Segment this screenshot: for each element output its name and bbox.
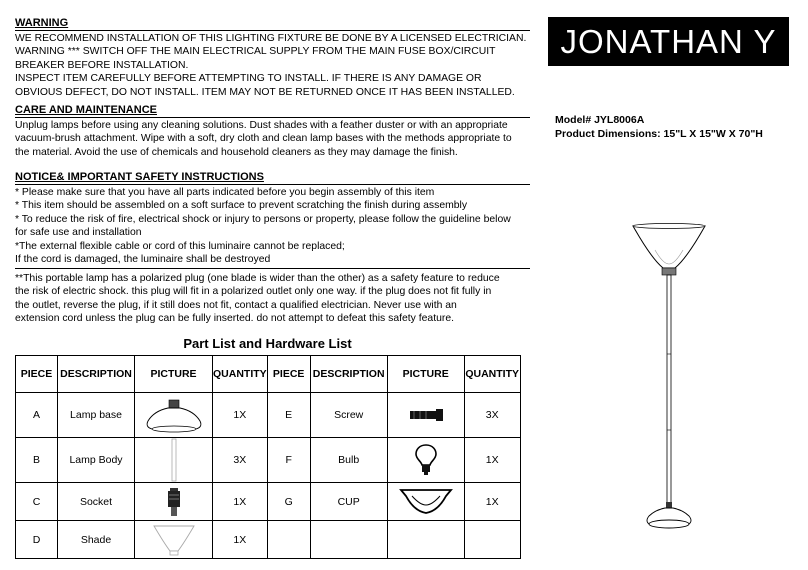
product-info xyxy=(555,113,763,141)
header-description: DESCRIPTION xyxy=(310,356,387,393)
picture-cell xyxy=(387,393,464,438)
lamp-base-icon xyxy=(142,397,206,433)
care-line: the material. Avoid the use of chemicals and household cleaners as they may damage the finish. xyxy=(15,146,458,158)
lamp-body-icon xyxy=(169,438,179,482)
shade-icon xyxy=(152,523,196,557)
care-line: vacuum-brush attachment. Wipe with a soft, dry cloth and clean lamp bases with the methods appropriate to xyxy=(15,133,512,145)
header-quantity: QUANTITY xyxy=(213,356,268,393)
product-dimensions: Product Dimensions: 15"L X 15"W X 70"H xyxy=(555,128,763,140)
piece-cell: E xyxy=(267,393,310,438)
picture-cell xyxy=(135,483,213,521)
quantity-cell: 1X xyxy=(464,438,520,483)
warning-line: BREAKER BEFORE INSTALLATION. xyxy=(15,59,189,71)
floor-lamp-icon xyxy=(625,218,715,538)
quantity-cell: 1X xyxy=(213,521,268,559)
divider xyxy=(15,268,530,269)
notice-line: * Please make sure that you have all parts indicated before you begin assembly of this item xyxy=(15,187,435,198)
notice-line: * This item should be assembled on a soft surface to prevent scratching the finish during assembly xyxy=(15,200,468,212)
quantity-cell: 1X xyxy=(464,483,520,521)
parts-table xyxy=(15,355,521,559)
warning-line: WARNING *** SWITCH OFF THE MAIN ELECTRICAL SUPPLY FROM THE MAIN FUSE BOX/CIRCUIT xyxy=(15,46,496,58)
description-cell: Screw xyxy=(310,393,387,438)
piece-cell xyxy=(267,521,310,559)
quantity-cell: 3X xyxy=(213,438,268,483)
warning-line: OBVIOUS DEFECT, DO NOT INSTALL. ITEM MAY NOT BE RETURNED ONCE IT HAS BEEN INSTALLED. xyxy=(15,86,515,98)
piece-cell: A xyxy=(16,393,58,438)
picture-cell xyxy=(135,521,213,559)
header-piece: PIECE xyxy=(16,356,58,393)
quantity-cell: 1X xyxy=(213,483,268,521)
bulb-icon xyxy=(414,443,438,477)
description-cell: Socket xyxy=(58,483,135,521)
picture-cell xyxy=(387,521,464,559)
warning-title: WARNING xyxy=(15,17,69,29)
header-piece: PIECE xyxy=(267,356,310,393)
header-picture: PICTURE xyxy=(135,356,213,393)
table-header-row xyxy=(16,356,521,393)
notice-line: for safe use and installation xyxy=(15,227,142,239)
notice-line: If the cord is damaged, the luminaire shall be destroyed xyxy=(15,254,271,266)
table-row xyxy=(16,438,521,483)
notice-line: *The external flexible cable or cord of this luminaire cannot be replaced; xyxy=(15,240,345,252)
plug-text xyxy=(15,272,500,326)
table-row xyxy=(16,483,521,521)
plug-line: the outlet, reverse the plug, if it still does not fit, contact a qualified electrician. Never use with an xyxy=(15,299,457,311)
description-cell xyxy=(310,521,387,559)
warning-text xyxy=(15,32,526,99)
warning-line: WE RECOMMEND INSTALLATION OF THIS LIGHTING FIXTURE BE DONE BY A LICENSED ELECTRICIAN. xyxy=(15,33,527,44)
plug-line: **This portable lamp has a polarized plug (one blade is wider than the other) as a safety feature to reduce xyxy=(15,273,500,284)
table-row xyxy=(16,393,521,438)
plug-line: the risk of electric shock. this plug will fit in a polarized outlet only one way. if the plug does not fit fully in xyxy=(15,286,492,298)
picture-cell xyxy=(387,438,464,483)
description-cell: Lamp Body xyxy=(58,438,135,483)
piece-cell: D xyxy=(16,521,58,559)
notice-text xyxy=(15,186,511,266)
table-row xyxy=(16,521,521,559)
screw-icon xyxy=(404,408,448,422)
picture-cell xyxy=(387,483,464,521)
header-description: DESCRIPTION xyxy=(58,356,135,393)
description-cell: Shade xyxy=(58,521,135,559)
piece-cell: G xyxy=(267,483,310,521)
header-quantity: QUANTITY xyxy=(464,356,520,393)
divider xyxy=(15,30,530,31)
piece-cell: C xyxy=(16,483,58,521)
piece-cell: B xyxy=(16,438,58,483)
description-cell: CUP xyxy=(310,483,387,521)
picture-cell xyxy=(135,438,213,483)
picture-cell xyxy=(135,393,213,438)
care-line: Unplug lamps before using any cleaning solutions. Dust shades with a feather duster or with an appropriate xyxy=(15,120,508,131)
warning-line: INSPECT ITEM CAREFULLY BEFORE ATTEMPTING TO INSTALL. IF THERE IS ANY DAMAGE OR xyxy=(15,73,482,85)
brand-logo: JONATHAN Y xyxy=(548,17,789,66)
notice-title: NOTICE& IMPORTANT SAFETY INSTRUCTIONS xyxy=(15,171,264,183)
care-title: CARE AND MAINTENANCE xyxy=(15,104,157,116)
header-picture: PICTURE xyxy=(387,356,464,393)
model-number: Model# JYL8006A xyxy=(555,114,645,126)
cup-icon xyxy=(398,487,454,517)
quantity-cell xyxy=(464,521,520,559)
piece-cell: F xyxy=(267,438,310,483)
care-text xyxy=(15,119,512,159)
divider xyxy=(15,184,530,185)
description-cell: Lamp base xyxy=(58,393,135,438)
divider xyxy=(15,117,530,118)
notice-line: * To reduce the risk of fire, electrical shock or injury to persons or property, please follow the guideline below xyxy=(15,213,511,225)
socket-icon xyxy=(166,486,182,518)
quantity-cell: 3X xyxy=(464,393,520,438)
part-list-title: Part List and Hardware List xyxy=(183,336,352,351)
quantity-cell: 1X xyxy=(213,393,268,438)
description-cell: Bulb xyxy=(310,438,387,483)
plug-line: extension cord unless the plug can be fully inserted. do not attempt to defeat this safety feature. xyxy=(15,313,454,325)
